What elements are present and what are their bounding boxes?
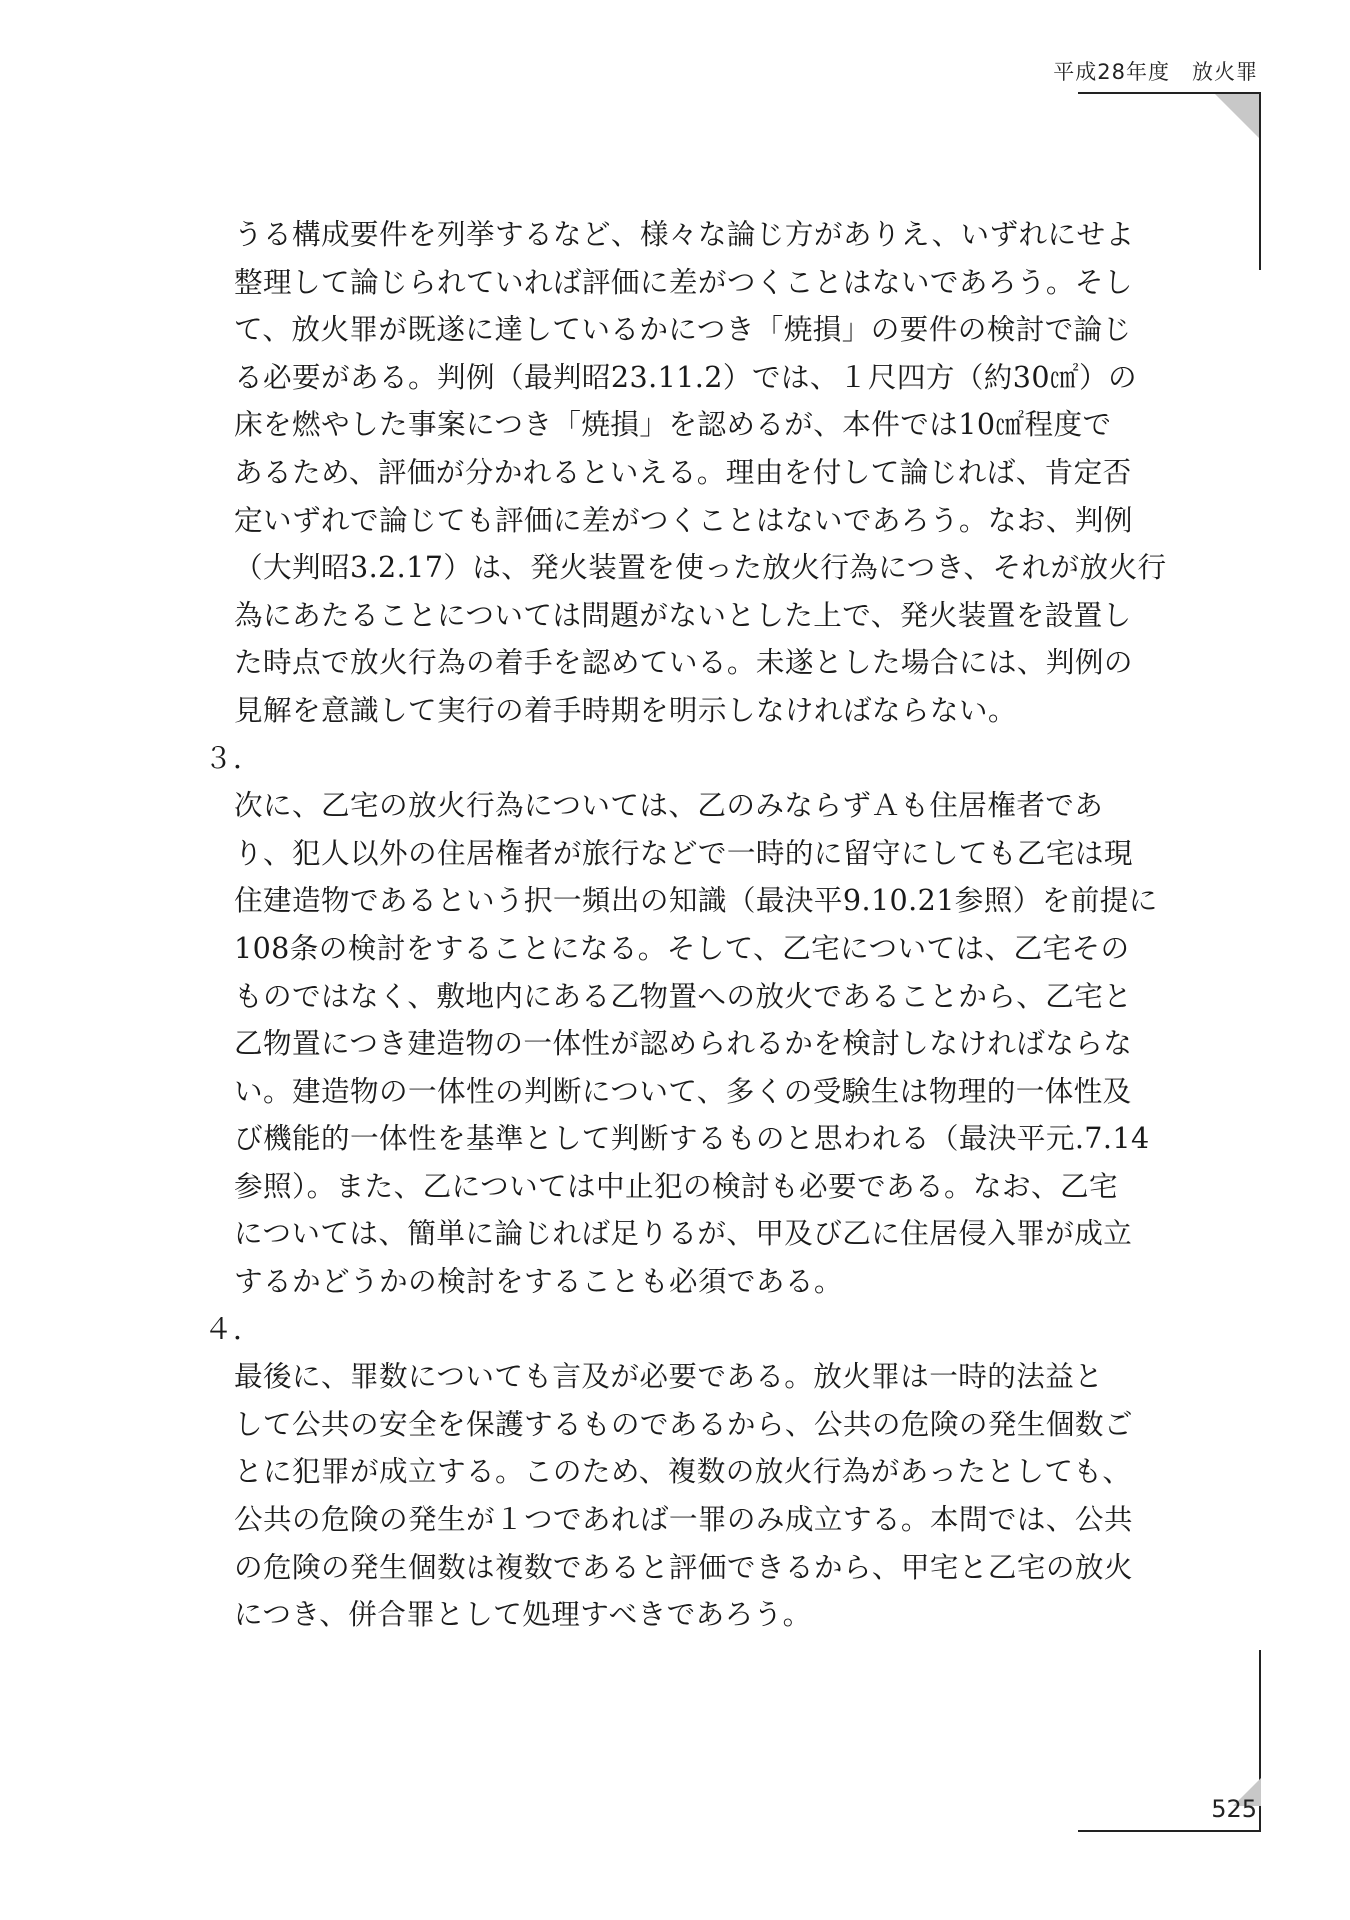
item-number: ４． xyxy=(204,1311,262,1346)
body-text xyxy=(204,211,1228,1639)
numbered-item-3 xyxy=(204,735,1228,1306)
item-text: 次に、乙宅の放火行為については、乙のみならずＡも住居権者であ り、犯人以外の住居権者が旅行などで一時的に留守にしても乙宅は現 住建造物であるという択一頻出の知識（最決平9.10.21参照）を前提に 108条の検討をすることになる。そして、乙宅については、乙宅その ものではなく、敷地内にある乙物置への放火であることから、乙宅と 乙物置につき建造物の一体性が認められるかを検討しなければならな い。建造物の一体性の判断について、多くの受験生は物理的一体性及 び機能的一体性を基準として判断するものと思われる（最決平元.7.14 参照）。また、乙については中止犯の検討も必要である。なお、乙宅 については、簡単に論じれば足りるが、甲及び乙に住居侵入罪が成立 するかどうかの検討をすることも必須である。 xyxy=(234,788,1158,1299)
margin-rule-top xyxy=(1259,94,1261,270)
continuation-paragraph: うる構成要件を列挙するなど、様々な論じ方がありえ、いずれにせよ 整理して論じられていれば評価に差がつくことはないであろう。そし て、放火罪が既遂に達しているかにつき「焼損」の要件の検討で論じ る必要がある。判例（最判昭23.11.2）では、１尺四方（約30㎠）の 床を燃やした事案につき「焼損」を認めるが、本件では10㎠程度で あるため、評価が分かれるといえる。理由を付して論じれば、肯定否 定いずれで論じても評価に差がつくことはないであろう。なお、判例 （大判昭3.2.17）は、発火装置を使った放火行為につき、それが放火行 為にあたることについては問題がないとした上で、発火装置を設置し た時点で放火行為の着手を認めている。未遂とした場合には、判例の 見解を意識して実行の着手時期を明示しなければならない。 xyxy=(234,217,1167,727)
running-header xyxy=(1053,56,1258,86)
numbered-item-4 xyxy=(204,1306,1228,1639)
header-section-year: 平成28年度 xyxy=(1053,60,1170,84)
item-text: 最後に、罪数についても言及が必要である。放火罪は一時的法益と して公共の安全を保護するものであるから、公共の危険の発生個数ご とに犯罪が成立する。このため、複数の放火行為があったとしても、 公共の危険の発生が１つであれば一罪のみ成立する。本問では、公共 の危険の発生個数は複数であると評価できるから、甲宅と乙宅の放火 につき、併合罪として処理すべきであろう。 xyxy=(234,1359,1133,1632)
item-number: ３． xyxy=(204,740,262,775)
footer-rule xyxy=(1078,1830,1261,1832)
corner-fold-top-ornament xyxy=(1215,94,1261,140)
page-number: 525 xyxy=(1211,1795,1257,1823)
header-section-title: 放火罪 xyxy=(1192,60,1258,84)
